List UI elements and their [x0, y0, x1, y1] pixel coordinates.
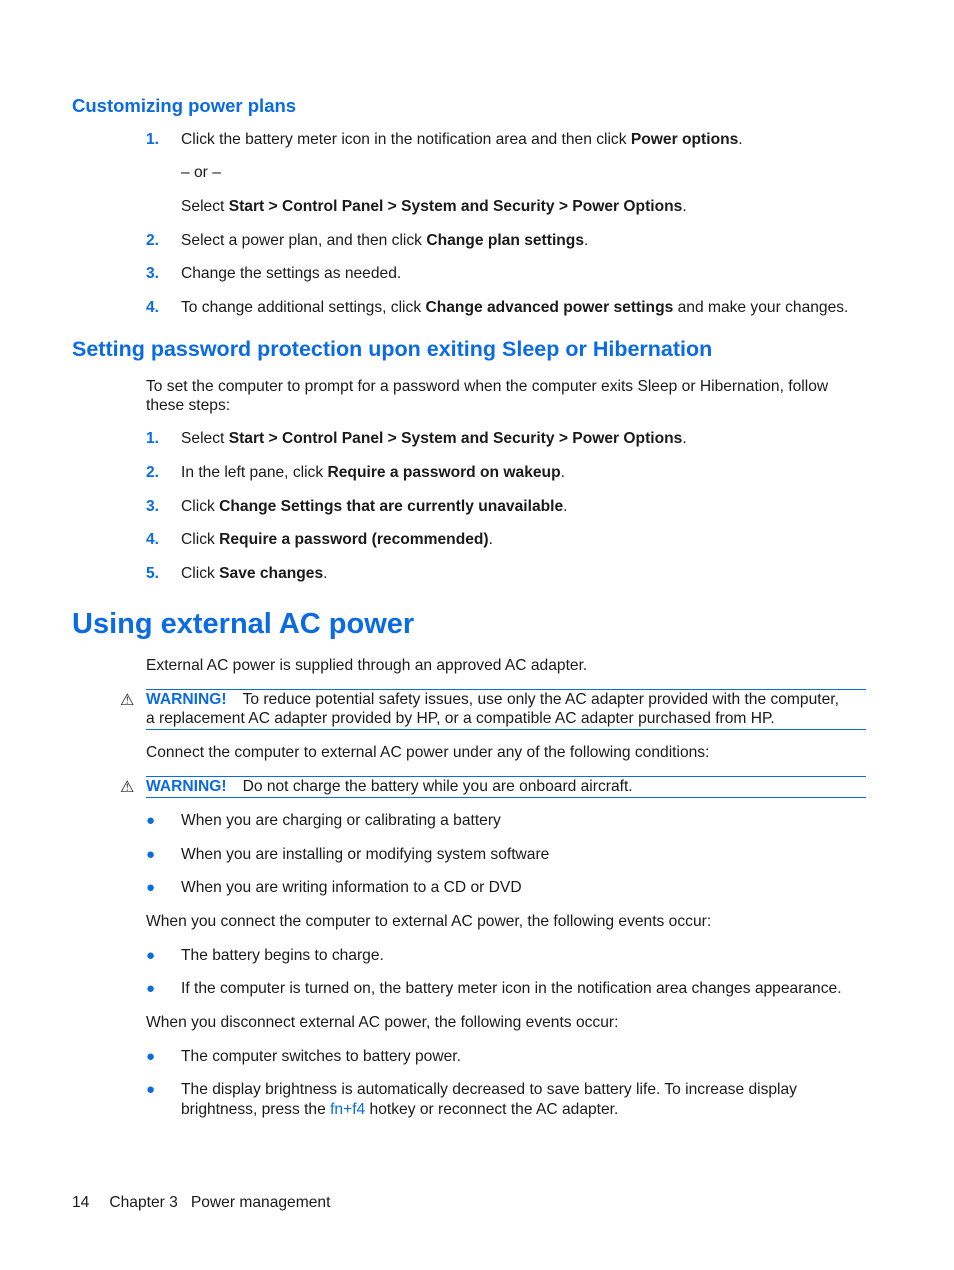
step-text: Change the settings as needed. — [181, 265, 402, 282]
bullet-icon: ● — [146, 846, 156, 863]
step-number: 2. — [146, 232, 160, 249]
section-heading-password: Setting password protection upon exiting Sleep or Hibernation — [72, 337, 713, 361]
warning-box — [146, 689, 866, 730]
warning-label: WARNING! — [146, 691, 227, 708]
bullet-icon: ● — [146, 1081, 156, 1098]
step-text: Select a power plan, and then click Change plan settings. — [181, 232, 589, 249]
chapter-section-title: Using external AC power — [72, 608, 415, 640]
step-text: Click Save changes. — [181, 565, 328, 582]
warning-label: WARNING! — [146, 778, 227, 795]
list-item: When you are writing information to a CD or DVD — [181, 879, 522, 896]
step-text: To change additional settings, click Change advanced power settings and make your changes. — [181, 299, 849, 316]
list-item: The computer switches to battery power. — [181, 1048, 461, 1065]
paragraph: External AC power is supplied through an approved AC adapter. — [146, 657, 588, 674]
bullet-icon: ● — [146, 980, 156, 997]
footer-title: Power management — [190, 1194, 331, 1211]
step-number: 3. — [146, 498, 160, 515]
hotkey-link[interactable]: fn+f4 — [330, 1101, 366, 1118]
list-item: The display brightness is automatically decreased to save battery life. To increase display — [181, 1081, 797, 1098]
step-text: Click Change Settings that are currently unavailable. — [181, 498, 568, 515]
footer-chapter: Chapter 3 — [109, 1194, 178, 1211]
warning-text: Do not charge the battery while you are onboard aircraft. — [242, 778, 633, 795]
list-item: When you are charging or calibrating a battery — [181, 812, 501, 829]
page-number: 14 — [72, 1194, 90, 1211]
list-item: The battery begins to charge. — [181, 947, 384, 964]
paragraph: When you connect the computer to external AC power, the following events occur: — [146, 913, 712, 930]
warning-triangle-icon: ⚠ — [120, 692, 135, 709]
step-number: 4. — [146, 299, 160, 316]
step-number: 4. — [146, 531, 160, 548]
bullet-icon: ● — [146, 879, 156, 896]
paragraph: Connect the computer to external AC power under any of the following conditions: — [146, 744, 710, 761]
paragraph-intro-line: these steps: — [146, 397, 231, 414]
page-footer — [72, 1194, 330, 1212]
step-text: Select Start > Control Panel > System and Security > Power Options. — [181, 430, 687, 447]
paragraph: When you disconnect external AC power, the following events occur: — [146, 1014, 619, 1031]
step-number: 1. — [146, 131, 160, 148]
step-text: In the left pane, click Require a password on wakeup. — [181, 464, 565, 481]
step-text: Click Require a password (recommended). — [181, 531, 493, 548]
list-item: If the computer is turned on, the battery meter icon in the notification area changes appearance. — [181, 980, 842, 997]
step-text: Click the battery meter icon in the notification area and then click Power options. — [181, 131, 743, 148]
step-number: 2. — [146, 464, 160, 481]
step-number: 5. — [146, 565, 160, 582]
step-alt-text: Select Start > Control Panel > System and Security > Power Options. — [181, 198, 687, 215]
or-separator: – or – — [181, 164, 221, 181]
step-number: 1. — [146, 430, 160, 447]
warning-text: a replacement AC adapter provided by HP, or a compatible AC adapter purchased from HP. — [146, 710, 775, 727]
warning-triangle-icon: ⚠ — [120, 779, 135, 796]
bullet-icon: ● — [146, 812, 156, 829]
bullet-icon: ● — [146, 1048, 156, 1065]
warning-text: To reduce potential safety issues, use only the AC adapter provided with the computer, — [242, 691, 839, 708]
section-heading-customizing: Customizing power plans — [72, 95, 297, 116]
list-item: When you are installing or modifying system software — [181, 846, 550, 863]
paragraph-intro-line: To set the computer to prompt for a password when the computer exits Sleep or Hibernation, follow — [146, 378, 829, 395]
warning-box — [146, 776, 866, 798]
step-number: 3. — [146, 265, 160, 282]
bullet-icon: ● — [146, 947, 156, 964]
list-item-continuation: brightness, press the fn+f4 hotkey or reconnect the AC adapter. — [181, 1101, 619, 1118]
